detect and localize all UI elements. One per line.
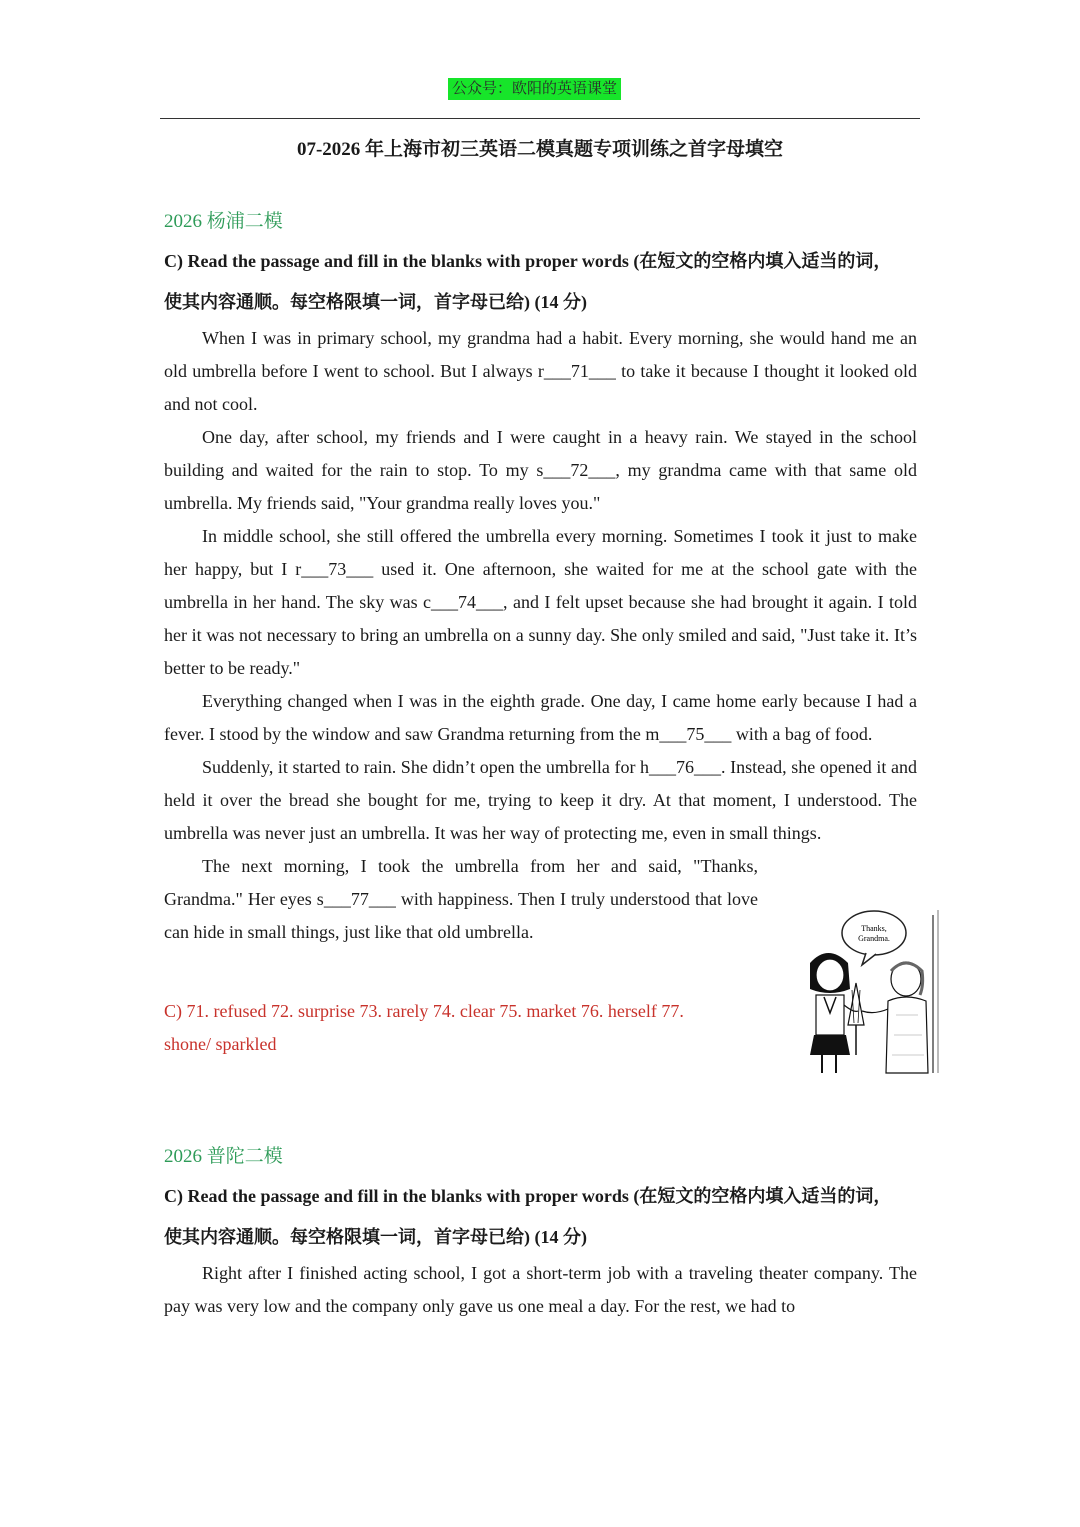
passage-paragraph: Suddenly, it started to rain. She didn’t open the umbrella for h___76___. Instead, she opened it and held it over the bread she bought for me, trying to keep it dry. At that moment, I understood. The umbrella was never just an umbrella. It was her way of protecting me, even in small things. [164,757,917,843]
wechat-account-badge: 公众号：欧阳的英语课堂 [448,78,621,100]
document-title: 07-2026 年上海市初三英语二模真题专项训练之首字母填空 [296,139,784,160]
instruction-line-1: C) Read the passage and fill in the blanks with proper words (在短文的空格内填入适当的词， [164,251,892,271]
section-heading-yangpu: 2026 杨浦二模 [164,211,283,232]
document-body [164,204,917,1323]
passage-paragraph: In middle school, she still offered the umbrella every morning. Sometimes I took it just to make her happy, but I r___73___ used it. One afternoon, she waited for me at the school gate with the umbrella in her hand. The sky was c___74___, and I felt upset because she had brought it again. I told her it was not necessary to bring an umbrella on a sunny day. She only smiled and said, "Just take it. It’s better to be ready." [164,526,917,678]
passage-paragraph: Right after I finished acting school, I got a short-term job with a traveling theater company. The pay was very low and the company only gave us one meal a day. For the rest, we had to [164,1263,917,1316]
section-heading-putuo: 2026 普陀二模 [164,1146,283,1167]
passage-paragraph: The next morning, I took the umbrella from her and said, "Thanks, Grandma." Her eyes s___77___ with happiness. Then I truly understood that love can hide in small things, just like that old umbrella. [164,856,758,942]
passage-paragraph: When I was in primary school, my grandma had a habit. Every morning, she would hand me an old umbrella before I went to school. But I always r___71___ to take it because I thought it looked old and not cool. [164,328,917,414]
instruction-line-1: C) Read the passage and fill in the blanks with proper words (在短文的空格内填入适当的词， [164,1186,892,1206]
passage-paragraph: Everything changed when I was in the eighth grade. One day, I came home early because I had a fever. I stood by the window and saw Grandma returning from the m___75___ with a bag of food. [164,691,917,744]
passage-paragraph: One day, after school, my friends and I were caught in a heavy rain. We stayed in the school building and waited for the rain to stop. To my s___72___, my grandma came with that same old umbrella. My friends said, "Your grandma really loves you." [164,427,917,513]
instruction-line-2: 使其内容通顺。每空格限填一词，首字母已给) (14 分) [164,292,587,312]
speech-bubble-text: Thanks, [861,924,887,933]
answer-key: C) 71. refused 72. surprise 73. rarely 74. clear 75. market 76. herself 77. shone/ sparkled [164,1001,684,1054]
svg-text:Grandma.: Grandma. [858,934,890,943]
header-divider [160,118,920,119]
girl-grandma-umbrella-illustration [788,905,948,1075]
instruction-line-2: 使其内容通顺。每空格限填一词，首字母已给) (14 分) [164,1227,587,1247]
